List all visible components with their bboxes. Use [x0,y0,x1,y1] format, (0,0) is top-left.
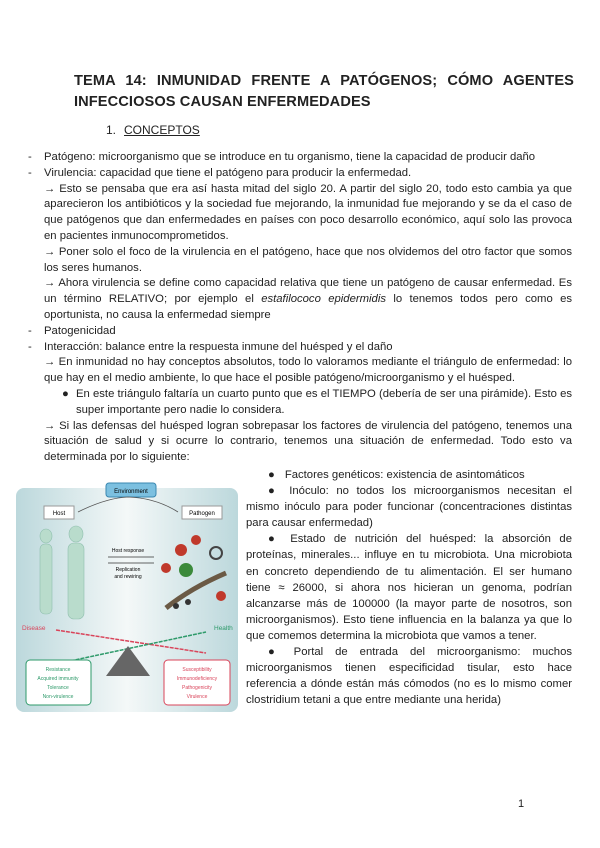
host-label: Host [52,511,66,517]
disease-balance-figure [16,478,238,712]
factor-text: Estado de nutrición del huésped: la absorción de proteínas, minerales... influye en tu microbiota. Una microbiota en concreto dependiendo de tu alimentación. El ser humano tiene ≈ 26000, si ahora nos hicieran un genoma, podrían alcanzarse más de 100000 (la mayor parte de nosotros, son microorganismos). Esto tiene influencia en la balanza ya que lo que comemos determina la microbiota que vamos a tener. [246,533,572,642]
item-text: Patógeno: microorganismo que se introduce en tu organismo, tiene la capacidad de producir daño [44,151,536,163]
paragraph [44,276,572,323]
environment-label: Environment [114,489,148,495]
box-text: Acquired immunity [37,676,79,682]
bullet-marker: ● [268,646,284,659]
bullet-marker: ● [268,469,275,481]
dash-marker: - [28,324,32,337]
factors-list [246,467,572,708]
disease-label: Disease [22,625,46,632]
dash-marker: - [28,340,32,353]
box-text: Virulence [186,694,208,700]
section-label: CONCEPTOS [124,123,200,137]
paragraph: → En inmunidad no hay conceptos absolutos, todo lo valoramos mediante el triángulo de enfermedad: lo que hay en el medio ambiente, lo que hace el posible patógeno/microorganismo y el huésped. [44,356,572,385]
item-text: Interacción: balance entre la respuesta inmune del huésped y el daño [44,340,393,353]
text: lo tenemos todos pero como es oportunista, no causa la enfermedad siempre [44,293,573,321]
box-text: Pathogenicity [181,685,213,691]
bullet-marker: ● [62,387,69,400]
box-text: Resistance [45,667,71,673]
factor-item [246,531,572,644]
paragraph: → Poner solo el foco de la virulencia en el patógeno, hace que nos olvidemos del otro factor que somos los seres humanos. [44,245,572,274]
list-item [28,340,572,466]
list-item [28,166,572,324]
section-number: 1. [106,123,117,137]
dash-marker: - [28,151,32,163]
italic-term: estafilococo epidermidis [261,293,386,306]
text: → Ahora virulencia se define como capacidad relativa que tiene un patógeno de causar enfermedad. Es un término RELATIVO; por ejemplo el [44,277,572,306]
box-text: Non-virulence [42,694,74,700]
factor-item [246,467,572,483]
factor-text: Portal de entrada del microorganismo: muchos microorganismos tienen especificidad tisular, esto hace referencia a dónde están más cómodos (no es lo mismo comer clostridium tetani a que entre mediante una herida) [246,646,572,707]
box-text: Immunodeficiency [176,676,218,682]
list-item [28,150,572,166]
paragraph: → Si las defensas del huésped logran sobrepasar los factores de virulencia del patógeno, tenemos una situación de salud y si ocurre lo contrario, tenemos una situación de enfermedad. Todo esto va determinada por lo siguiente: [44,419,572,464]
paragraph: → Esto se pensaba que era así hasta mitad del siglo 20. A partir del siglo 20, todo esto cambia ya que aparecieron los antibióticos y la sociedad fue mejorando, la inmunidad fue mejorando y se da el caso de que patógenos que dan enfermedades en países con poco desarrollo económico, aquí solo las provoca en pacientes inmunocomprometidos. [44,182,572,242]
health-label: Health [214,625,233,632]
text: En este triángulo faltaría un cuarto punto que es el TIEMPO (debería de ser una pirámide). Esto es super importante pero nadie lo considera. [76,387,572,416]
section-heading [106,123,200,137]
list-item [28,324,572,340]
document-body [28,150,572,466]
replication-label: Replication [115,567,141,573]
item-text: Patogenicidad [44,324,116,337]
host-response-label: Host response [111,548,145,554]
bullet-item [44,387,572,419]
factor-item [246,644,572,708]
factor-text: Factores genéticos: existencia de asintomáticos [284,469,525,481]
box-text: Tolerance [47,685,69,691]
rewiring-label: and rewiring [114,574,142,580]
bullet-marker: ● [268,485,280,498]
page-number: 1 [518,798,525,810]
dash-marker: - [28,166,32,179]
pathogen-label: Pathogen [189,511,215,517]
factor-text: Inóculo: no todos los microorganismos necesitan el mismo inóculo para poder funcionar (concentraciones distintas para causar enfermedad) [246,485,572,530]
item-text: Virulencia: capacidad que tiene el patógeno para producir la enfermedad. [44,166,412,179]
document-title: TEMA 14: INMUNIDAD FRENTE A PATÓGENOS; CÓMO AGENTES INFECCIOSOS CAUSAN ENFERMEDADES [74,73,574,110]
box-text: Susceptibility [182,667,212,673]
bullet-marker: ● [268,533,281,546]
factor-item [246,483,572,531]
